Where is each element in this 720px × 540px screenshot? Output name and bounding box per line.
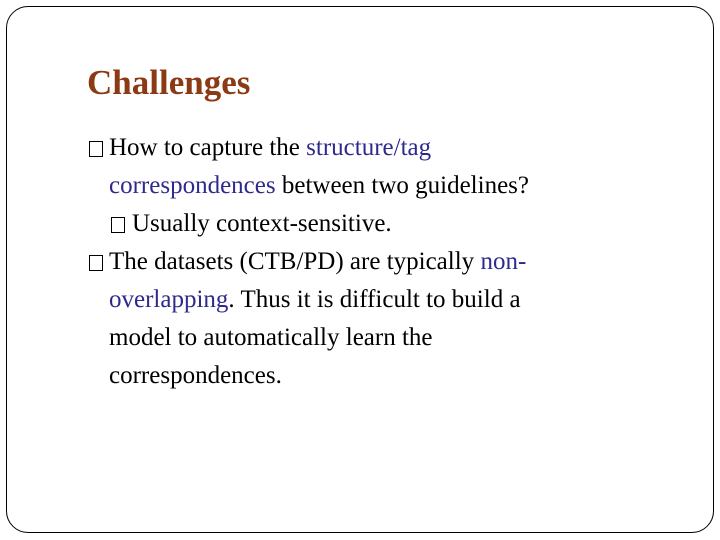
bullet-2-line-4: correspondences.	[109, 362, 282, 389]
bullet-1-highlight-b: correspondences	[109, 172, 276, 199]
slide-title: Challenges	[87, 63, 251, 102]
bullet-box-icon	[89, 141, 103, 157]
bullet-2-highlight-b: overlapping	[109, 286, 229, 313]
bullet-box-icon	[111, 217, 125, 233]
bullet-2-highlight-a: non-	[480, 248, 527, 275]
bullet-box-icon	[89, 255, 103, 271]
bullet-2-line-3: model to automatically learn the	[109, 324, 433, 351]
bullet-2-text-a: The datasets (CTB/PD) are typically	[109, 248, 481, 275]
bullet-1-text-a: How to capture the	[109, 134, 307, 161]
slide-frame	[6, 6, 714, 533]
bullet-item-2	[89, 243, 659, 395]
slide-body	[89, 129, 659, 395]
sub-bullet-1-text: Usually context-sensitive.	[132, 210, 392, 237]
bullet-1-highlight-a: structure/tag	[306, 134, 432, 161]
sub-bullet-item-1	[111, 205, 659, 243]
bullet-1-text-b: between two guidelines?	[275, 172, 529, 199]
bullet-2-text-b: . Thus it is difficult to build a	[228, 286, 521, 313]
bullet-item-1	[89, 129, 659, 205]
